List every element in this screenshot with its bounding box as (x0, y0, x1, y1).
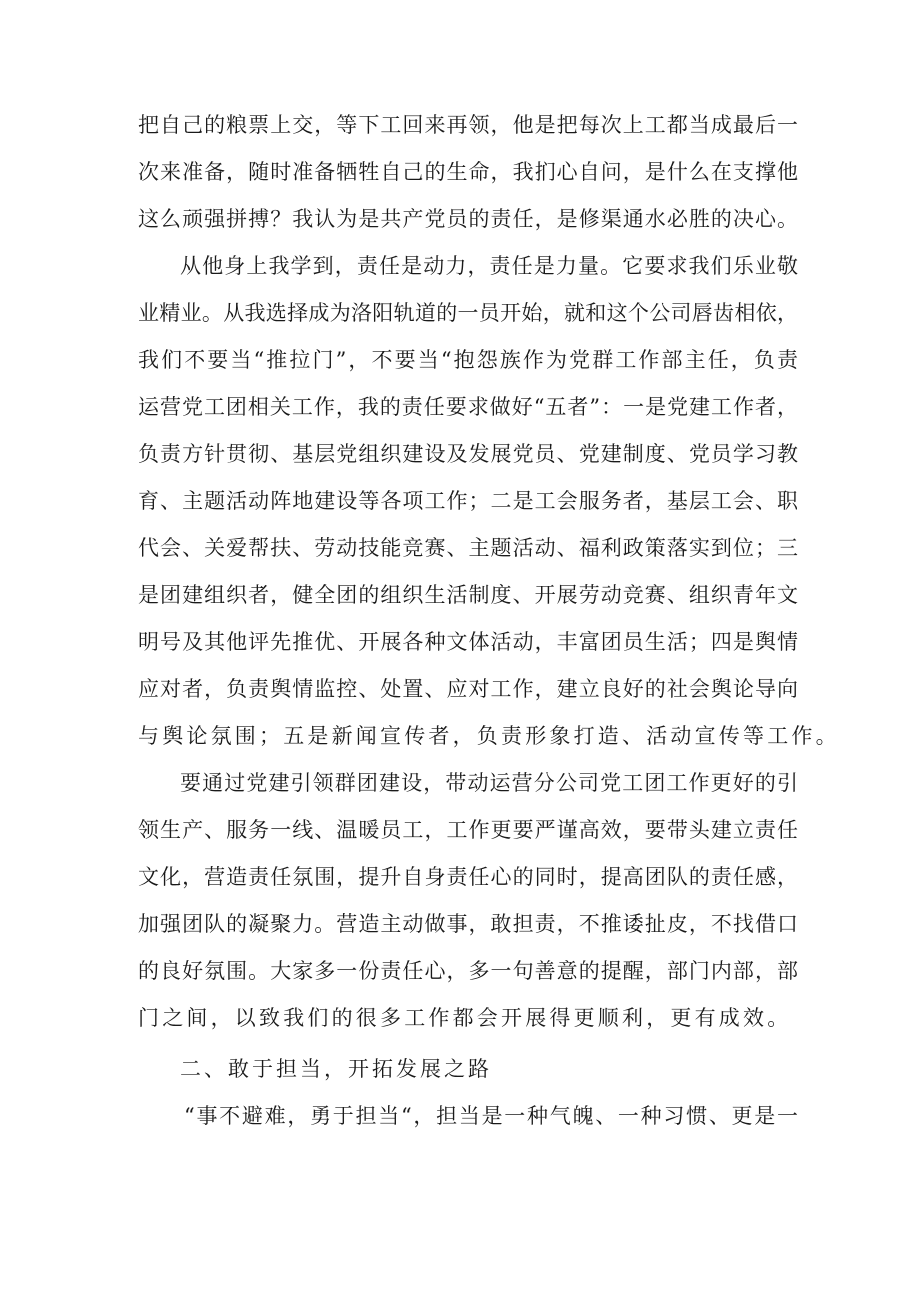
text-line: 领生产、服务一线、温暖员工，工作更要严谨高效，要带头建立责任 (138, 818, 798, 842)
text-line: 文化，营造责任氛围，提升自身责任心的同时，提高团队的责任感， (138, 865, 798, 889)
text-line: “事不避难，勇于担当“，担当是一种气魄、一种习惯、更是一 (184, 1104, 798, 1128)
text-line: 次来准备，随时准备牺牲自己的生命，我扪心自问，是什么在支撑他 (138, 160, 798, 184)
text-line: 加强团队的凝聚力。营造主动做事，敢担责，不推诿扯皮，不找借口 (138, 912, 798, 936)
text-line: 要通过党建引领群团建设，带动运营分公司党工团工作更好的引 (180, 771, 798, 795)
text-line: 是团建组织者，健全团的组织生活制度、开展劳动竞赛、组织青年文 (138, 583, 798, 607)
text-line: 运营党工团相关工作，我的责任要求做好“五者”：一是党建工作者， (138, 395, 798, 419)
text-line: 这么顽强拼搏？我认为是共产党员的责任，是修渠通水必胜的决心。 (138, 207, 798, 231)
text-line: 门之间，以致我们的很多工作都会开展得更顺利，更有成效。 (138, 1006, 792, 1030)
text-line: 育、主题活动阵地建设等各项工作；二是工会服务者，基层工会、职 (138, 489, 798, 513)
document-body (138, 102, 840, 1140)
text-line: 明号及其他评先推优、开展各种文体活动，丰富团员生活；四是舆情 (138, 630, 798, 654)
text-line: 负责方针贯彻、基层党组织建设及发展党员、党建制度、党员学习教 (138, 442, 798, 466)
text-line: 应对者，负责舆情监控、处置、应对工作，建立良好的社会舆论导向 (138, 677, 798, 701)
text-line: 代会、关爱帮扶、劳动技能竞赛、主题活动、福利政策落实到位；三 (138, 536, 798, 560)
paragraph-2 (138, 243, 840, 760)
text-line: 的良好氛围。大家多一份责任心，多一句善意的提醒，部门内部，部 (138, 959, 798, 983)
paragraph-3 (138, 760, 798, 1042)
paragraph-1 (138, 102, 798, 243)
section-heading: 二、敢于担当，开拓发展之路 (180, 1057, 492, 1081)
text-line: 把自己的粮票上交，等下工回来再领，他是把每次上工都当成最后一 (138, 113, 798, 137)
text-line: 从他身上我学到，责任是动力，责任是力量。它要求我们乐业敬 (180, 254, 798, 278)
text-line: 与舆论氛围；五是新闻宣传者，负责形象打造、活动宣传等工作。 (138, 724, 840, 748)
text-line: 我们不要当“推拉门”，不要当“抱怨族作为党群工作部主任，负责 (138, 348, 798, 372)
text-line: 业精业。从我选择成为洛阳轨道的一员开始，就和这个公司唇齿相依， (138, 301, 798, 325)
